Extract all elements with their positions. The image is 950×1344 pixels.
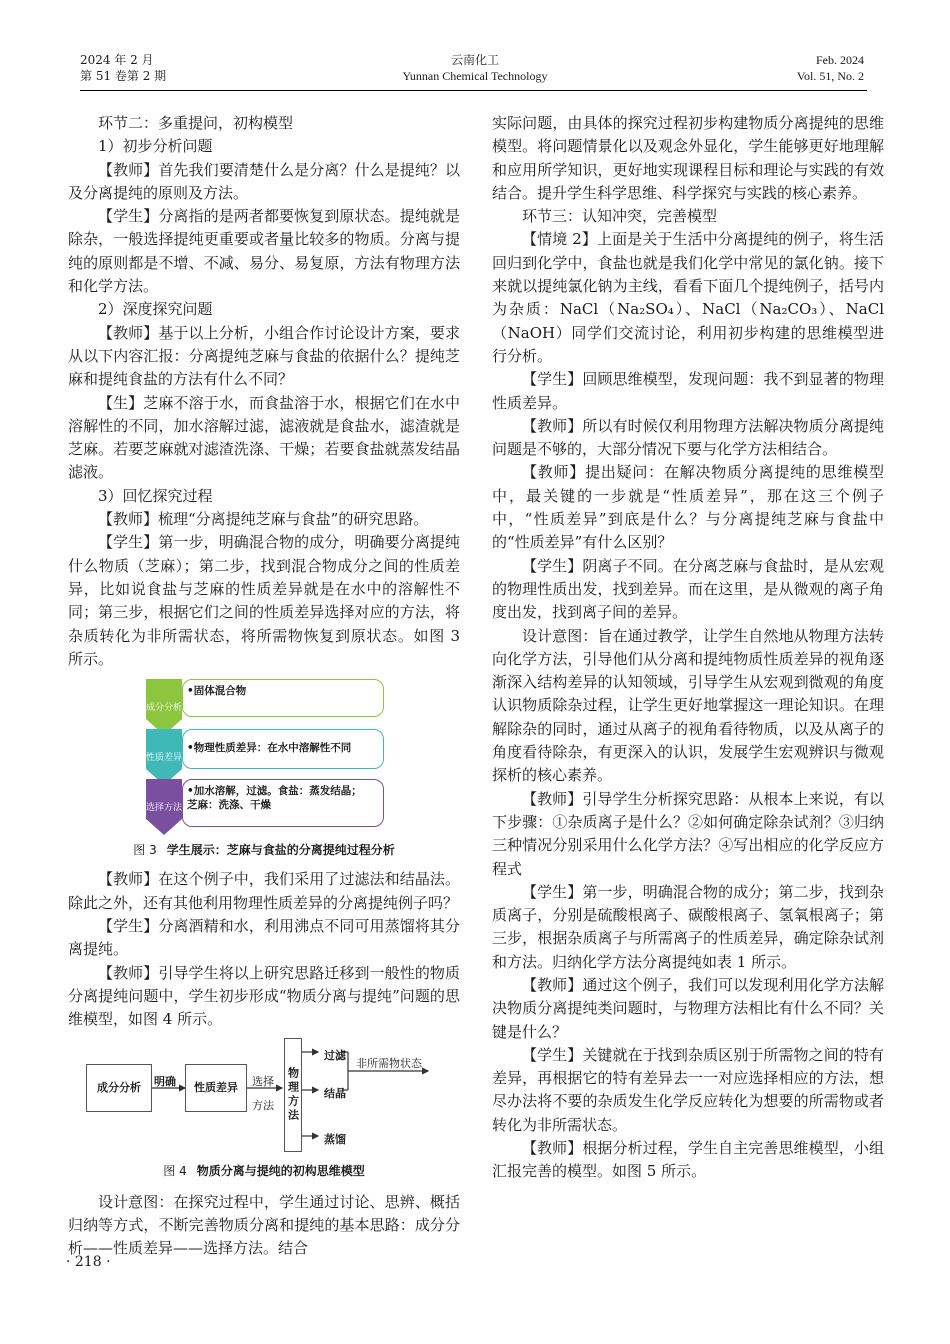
figure-3-caption [68,839,460,862]
subheading: 1）初步分析问题 [98,137,213,156]
step-text-1: •固体混合物 [187,685,247,698]
paragraph: 【学生】分离酒精和水，利用沸点不同可用蒸馏将其分离提纯。 [68,917,460,959]
output-distill: 蒸馏 [324,1132,346,1146]
figure-3 [68,677,460,837]
box-component-analysis: 成分分析 [86,1064,152,1112]
paragraph: 【学生】阴离子不同。在分离芝麻与食盐时，是从宏观的物理性质出发，找到差异。而在这里，是从微观的离子角度出发，找到离子间的差异。 [492,556,884,622]
box-property-difference: 性质差异 [185,1064,247,1112]
step-tag-2: 性质差异 [146,753,183,764]
step-box-3 [182,779,384,827]
paragraph: 【教师】引导学生将以上研究思路迁移到一般性的物质分离提纯问题中，学生初步形成“物质分离与提纯”问题的思维模型，如图 4 所示。 [68,963,460,1029]
journal-title-en: Yunnan Chemical Technology [402,69,548,83]
paragraph: 【学生】第一步，明确混合物的成分，明确要分离提纯什么物质（芝麻）；第二步，找到混合物成分之间的性质差异，比如说食盐与芝麻的性质差异就是在水中的溶解性不同；第三步，根据它们之间的性质差异选择对应的方法，将杂质转化为非所需状态，将所需物恢复到原状态。如图 3 所示。 [68,533,460,668]
paragraph: 【教师】首先我们要清楚什么是分离？什么是提纯？以及分离提纯的原则及方法。 [68,160,460,202]
header-date-en: Feb. 2024 [816,53,864,67]
output-crystallize: 结晶 [324,1086,346,1100]
paragraph: 【学生】回顾思维模型，发现问题：我不到显著的物理性质差异。 [492,370,884,412]
step-tag-3: 选择方法 [146,803,183,814]
step-box-1 [182,679,384,717]
label-identify: 明确 [154,1074,176,1088]
running-header [0,52,950,92]
section-heading: 环节二：多重提问，初构模型 [98,114,294,132]
paragraph: 【教师】梳理“分离提纯芝麻与食盐”的研究思路。 [98,510,429,529]
step-box-2 [182,729,384,769]
section-heading: 环节三：认知冲突，完善模型 [522,207,718,226]
left-column [68,112,460,1261]
header-date: 2024 年 2 月 [80,53,154,67]
paragraph: 【情境 2】上面是关于生活中分离提纯的例子，将生活回归到化学中，食盐也就是我们化学中常见的氯化钠。接下来就以提纯氯化钠为主线，看看下面几个提纯例子，括号内为杂质：NaCl（Na₂SO₄）、NaCl（Na₂CO₃）、NaCl（NaOH）同学们交流讨论，利用初步构建的思维模型进行分析。 [492,230,884,365]
page-number: · 218 · [66,1254,111,1270]
paragraph: 【学生】分离指的是两者都要恢复到原状态。提纯就是除杂，一般选择提纯更重要或者量比较多的物质。分离与提纯的原则都是不增、不减、易分、易复原，方法有物理方法和化学方法。 [68,207,460,296]
figure-4 [68,1038,460,1156]
paragraph: 【教师】在这个例子中，我们采用了过滤法和结晶法。除此之外，还有其他利用物理性质差异的分离提纯例子吗？ [68,870,460,912]
paragraph: 【教师】根据分析过程，学生自主完善思维模型，小组汇报完善的模型。如图 5 所示。 [492,1139,884,1181]
paragraph: 【教师】基于以上分析，小组合作讨论设计方案，要求从以下内容汇报：分离提纯芝麻与食盐的依据什么？提纯芝麻和提纯食盐的方法有什么不同？ [68,323,460,389]
paragraph: 【教师】所以有时候仅利用物理方法解决物质分离提纯问题是不够的，大部分情况下要与化学方法相结合。 [492,416,884,459]
figure-4-title: 物质分离与提纯的初构思维模型 [196,1163,365,1178]
step-tag-1: 成分分析 [146,703,183,714]
paragraph: 【学生】关键就在于找到杂质区别于所需物之间的特有差异，再根据它的特有差异去一一对应选择相应的方法，想尽办法将不要的杂质发生化学反应转化为想要的所需物或者转化为非所需状态。 [492,1045,884,1134]
journal-title-cn: 云南化工 [450,53,499,67]
paragraph: 【学生】第一步，明确混合物的成分；第二步，找到杂质离子，分别是硫酸根离子、碳酸根离子、氢氧根离子；第三步，根据杂质离子与所需离子的性质差异，确定除杂试剂和方法。归纳化学方法分离提纯如表 1 所示。 [492,882,884,971]
result-unwanted-state: 非所需物状态 [356,1056,422,1070]
subheading: 2）深度探究问题 [98,300,213,319]
box-physical-method: 物理方法 [284,1038,302,1152]
right-column [492,112,884,1184]
label-method: 方法 [252,1098,274,1112]
header-right [797,52,864,84]
step-text-3a: •加水溶解，过滤。食盐：蒸发结晶； [187,785,362,798]
paragraph: 【教师】通过这个例子，我们可以发现利用化学方法解决物质分离提纯类问题时，与物理方法相比有什么不同？关键是什么？ [492,975,884,1041]
figure-3-title: 学生展示：芝麻与食盐的分离提纯过程分析 [166,843,395,858]
paragraph: 【教师】提出疑问：在解决物质分离提纯的思维模型中，最关键的一步就是“性质差异”，那在这三个例子中，“性质差异”到底是什么？与分离提纯芝麻与食盐中的“性质差异”有什么区别？ [492,463,884,552]
label-choose: 选择 [252,1074,274,1088]
header-rule [80,90,867,91]
paragraph: 实际问题，由具体的探究过程初步构建物质分离提纯的思维模型。将问题情景化以及观念外显化，学生能够更好地理解和应用所学知识，更好地实现课程目标和理论与实践的有效结合。提升学生科学思维、科学探究与实践的核心素养。 [492,114,884,202]
figure-3-label: 图 3 [133,843,157,858]
figure-4-caption [68,1160,460,1183]
step-text-2: •物理性质差异：在水中溶解性不同 [187,742,352,755]
subheading: 3）回忆探究过程 [98,486,213,505]
figure-4-label: 图 4 [163,1163,187,1178]
paragraph: 【生】芝麻不溶于水，而食盐溶于水，根据它们在水中溶解性的不同，加水溶解过滤，滤液就是食盐水，滤渣就是芝麻。若要芝麻就对滤渣洗涤、干燥；若要食盐就蒸发结晶滤液。 [68,393,460,482]
paragraph: 设计意图：在探究过程中，学生通过讨论、思辨、概括归纳等方式，不断完善物质分离和提纯的基本思路：成分分析——性质差异——选择方法。结合 [68,1192,460,1258]
paragraph: 设计意图：旨在通过教学，让学生自然地从物理方法转向化学方法，引导他们从分离和提纯物质性质差异的视角逐渐深入结构差异的认知领域，引导学生从宏观到微观的角度认识物质除杂过程，让学生更好地掌握这一理论知识。在理解除杂的同时，通过从离子的视角看待物质，以及从离子的角度看待除杂，有更深入的认识，发展学生宏观辨识与微观探析的核心素养。 [492,626,884,785]
paragraph: 【教师】引导学生分析探究思路：从根本上来说，有以下步骤：①杂质离子是什么？②如何确定除杂试剂？③归纳三种情况分别采用什么化学方法？④写出相应的化学反应方程式 [492,789,884,878]
output-filter: 过滤 [324,1048,346,1062]
header-volume: 第 51 卷第 2 期 [80,69,167,83]
step-text-3b: 芝麻：洗涤、干燥 [187,799,271,812]
header-volume-en: Vol. 51, No. 2 [796,69,864,83]
